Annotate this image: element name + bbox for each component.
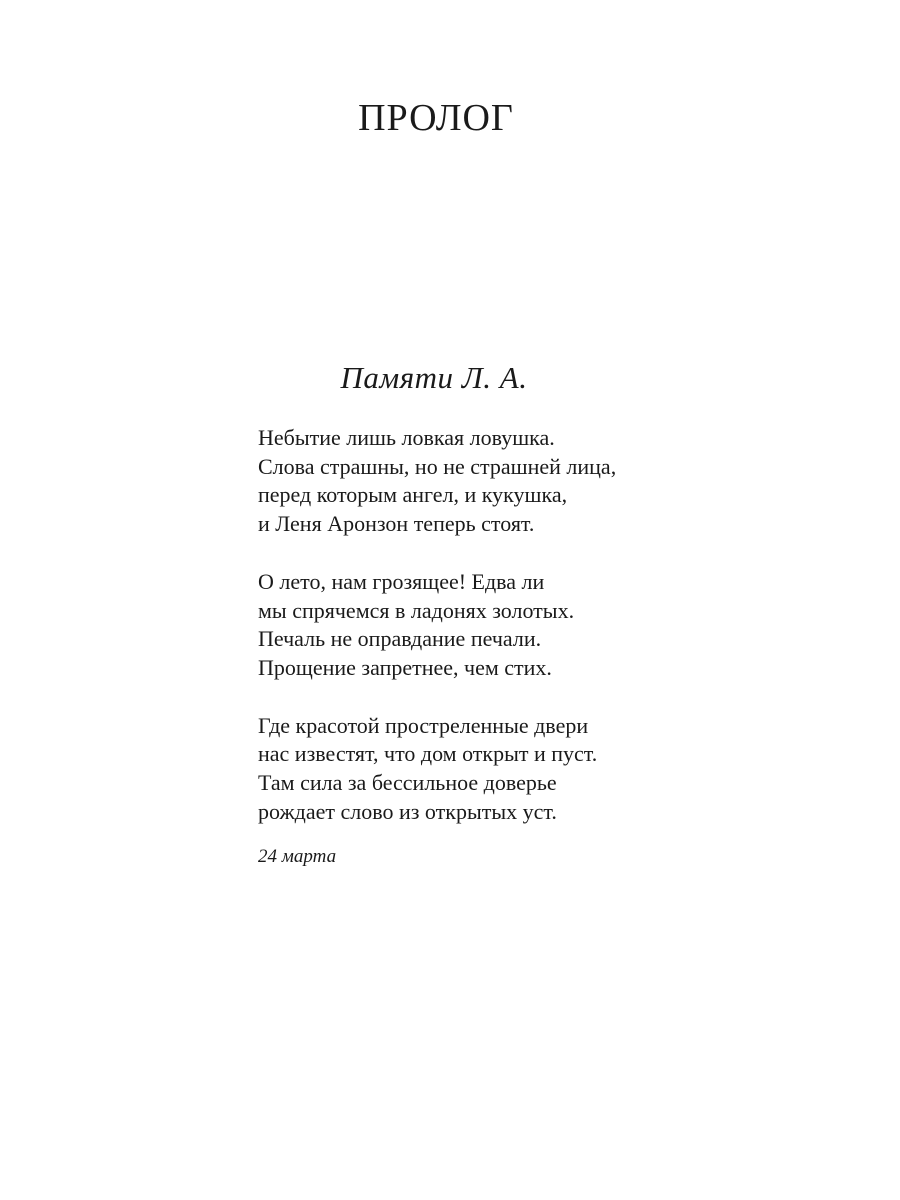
chapter-title: ПРОЛОГ	[358, 97, 514, 139]
poem-line: Где красотой простреленные двери	[258, 712, 589, 738]
poem-body	[258, 424, 818, 855]
poem-line: Печаль не оправдание печали.	[258, 626, 542, 652]
stanza-3	[258, 712, 818, 827]
poem-line: рождает слово из открытых уст.	[258, 798, 557, 824]
poem-line: Слова страшны, но не страшней лица,	[258, 453, 617, 479]
poem-line: нас известят, что дом открыт и пуст.	[258, 741, 598, 767]
poem-line: мы спрячемся в ладонях золотых.	[258, 597, 575, 623]
poem-line: перед которым ангел, и кукушка,	[258, 482, 568, 508]
stanza-2	[258, 568, 818, 683]
poem-line: О лето, нам грозящее! Едва ли	[258, 568, 545, 594]
poem-line: Там сила за бессильное доверье	[258, 770, 557, 796]
poem-line: Небытие лишь ловкая ловушка.	[258, 425, 555, 450]
stanza-1	[258, 424, 818, 539]
poem-date: 24 марта	[258, 846, 337, 867]
poem-line: и Леня Аронзон теперь стоят.	[258, 511, 535, 537]
poem-line: Прощение запретнее, чем стих.	[258, 654, 552, 680]
poem-dedication: Памяти Л. А.	[340, 360, 528, 395]
